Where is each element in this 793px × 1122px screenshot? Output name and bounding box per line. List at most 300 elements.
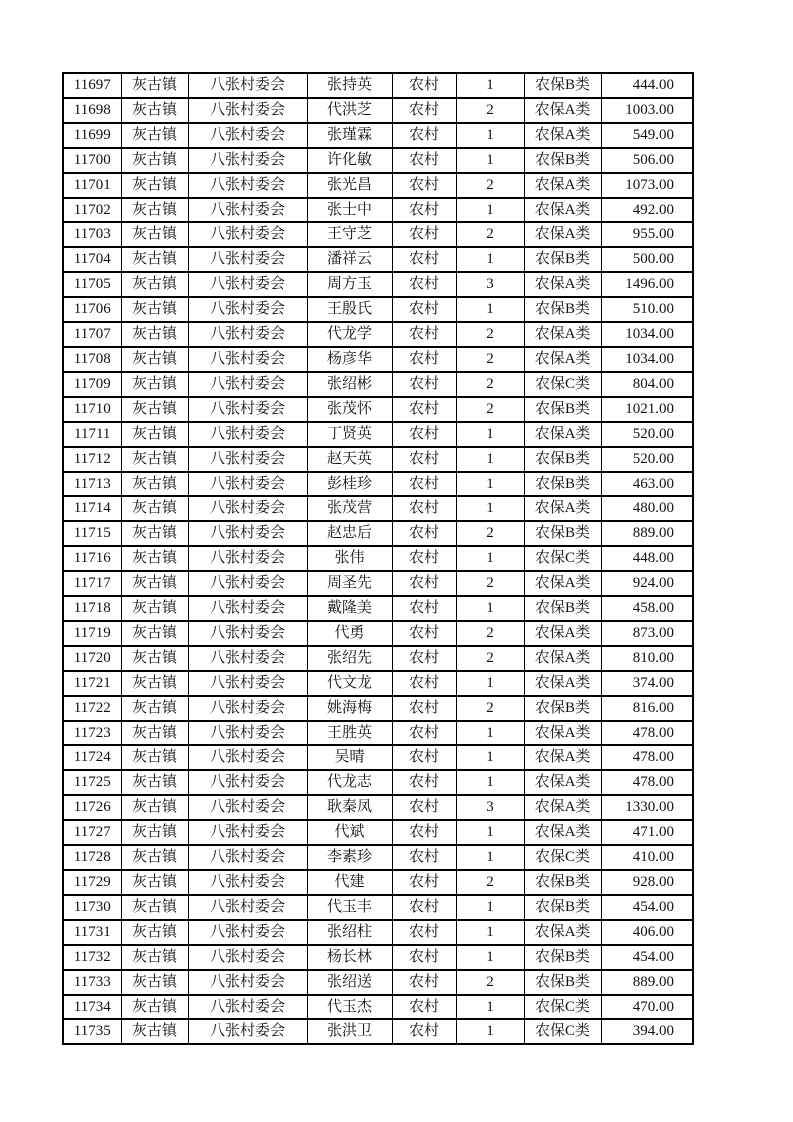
cell-insurance-category: 农保C类	[524, 1019, 601, 1044]
cell-person-count: 1	[456, 995, 524, 1020]
cell-insurance-category: 农保B类	[524, 521, 601, 546]
table-row	[63, 297, 693, 322]
cell-person-count: 1	[456, 422, 524, 447]
cell-person-name: 代斌	[307, 820, 392, 845]
cell-village: 八张村委会	[188, 198, 307, 223]
cell-id: 11727	[63, 820, 121, 845]
cell-town: 灰古镇	[121, 422, 188, 447]
cell-insurance-category: 农保A类	[524, 422, 601, 447]
table-row	[63, 372, 693, 397]
cell-village: 八张村委会	[188, 745, 307, 770]
cell-village: 八张村委会	[188, 795, 307, 820]
cell-insurance-category: 农保A类	[524, 646, 601, 671]
cell-amount: 1034.00	[601, 347, 693, 372]
cell-town: 灰古镇	[121, 795, 188, 820]
cell-person-name: 张绍送	[307, 970, 392, 995]
cell-person-name: 代龙学	[307, 322, 392, 347]
cell-person-count: 1	[456, 546, 524, 571]
cell-residence-type: 农村	[392, 1019, 456, 1044]
cell-id: 11710	[63, 397, 121, 422]
cell-town: 灰古镇	[121, 845, 188, 870]
cell-residence-type: 农村	[392, 995, 456, 1020]
cell-amount: 394.00	[601, 1019, 693, 1044]
cell-residence-type: 农村	[392, 198, 456, 223]
cell-person-count: 1	[456, 247, 524, 272]
cell-town: 灰古镇	[121, 73, 188, 98]
cell-town: 灰古镇	[121, 820, 188, 845]
table-row	[63, 198, 693, 223]
cell-id: 11703	[63, 222, 121, 247]
cell-person-name: 张持英	[307, 73, 392, 98]
cell-town: 灰古镇	[121, 297, 188, 322]
cell-insurance-category: 农保A类	[524, 222, 601, 247]
cell-town: 灰古镇	[121, 521, 188, 546]
cell-id: 11702	[63, 198, 121, 223]
cell-residence-type: 农村	[392, 123, 456, 148]
cell-residence-type: 农村	[392, 521, 456, 546]
cell-village: 八张村委会	[188, 721, 307, 746]
cell-village: 八张村委会	[188, 98, 307, 123]
cell-residence-type: 农村	[392, 920, 456, 945]
cell-amount: 374.00	[601, 671, 693, 696]
cell-village: 八张村委会	[188, 1019, 307, 1044]
cell-insurance-category: 农保B类	[524, 895, 601, 920]
cell-village: 八张村委会	[188, 422, 307, 447]
cell-insurance-category: 农保A类	[524, 496, 601, 521]
cell-id: 11717	[63, 571, 121, 596]
cell-insurance-category: 农保A类	[524, 820, 601, 845]
cell-id: 11711	[63, 422, 121, 447]
cell-town: 灰古镇	[121, 920, 188, 945]
cell-residence-type: 农村	[392, 945, 456, 970]
cell-person-count: 2	[456, 646, 524, 671]
cell-id: 11716	[63, 546, 121, 571]
cell-amount: 1034.00	[601, 322, 693, 347]
cell-residence-type: 农村	[392, 646, 456, 671]
cell-insurance-category: 农保A类	[524, 123, 601, 148]
table-row	[63, 1019, 693, 1044]
cell-id: 11704	[63, 247, 121, 272]
cell-amount: 1496.00	[601, 272, 693, 297]
cell-amount: 406.00	[601, 920, 693, 945]
cell-insurance-category: 农保C类	[524, 546, 601, 571]
cell-amount: 478.00	[601, 745, 693, 770]
table-row	[63, 472, 693, 497]
table-row	[63, 721, 693, 746]
cell-person-count: 1	[456, 73, 524, 98]
cell-town: 灰古镇	[121, 721, 188, 746]
cell-person-name: 潘祥云	[307, 247, 392, 272]
cell-insurance-category: 农保A类	[524, 198, 601, 223]
cell-insurance-category: 农保A类	[524, 770, 601, 795]
cell-person-count: 2	[456, 347, 524, 372]
cell-village: 八张村委会	[188, 123, 307, 148]
cell-person-name: 周方玉	[307, 272, 392, 297]
cell-id: 11706	[63, 297, 121, 322]
cell-residence-type: 农村	[392, 173, 456, 198]
cell-residence-type: 农村	[392, 546, 456, 571]
cell-town: 灰古镇	[121, 1019, 188, 1044]
table-row	[63, 770, 693, 795]
cell-residence-type: 农村	[392, 596, 456, 621]
cell-id: 11698	[63, 98, 121, 123]
cell-person-count: 2	[456, 870, 524, 895]
table-row	[63, 123, 693, 148]
cell-person-name: 代勇	[307, 621, 392, 646]
cell-person-name: 代建	[307, 870, 392, 895]
cell-insurance-category: 农保A类	[524, 347, 601, 372]
cell-village: 八张村委会	[188, 596, 307, 621]
cell-residence-type: 农村	[392, 297, 456, 322]
cell-id: 11728	[63, 845, 121, 870]
cell-amount: 810.00	[601, 646, 693, 671]
cell-village: 八张村委会	[188, 496, 307, 521]
cell-village: 八张村委会	[188, 247, 307, 272]
cell-town: 灰古镇	[121, 347, 188, 372]
cell-id: 11705	[63, 272, 121, 297]
cell-town: 灰古镇	[121, 397, 188, 422]
cell-residence-type: 农村	[392, 795, 456, 820]
table-row	[63, 696, 693, 721]
cell-person-count: 2	[456, 372, 524, 397]
cell-id: 11721	[63, 671, 121, 696]
cell-village: 八张村委会	[188, 696, 307, 721]
cell-insurance-category: 农保B类	[524, 397, 601, 422]
cell-residence-type: 农村	[392, 447, 456, 472]
cell-person-count: 1	[456, 472, 524, 497]
cell-insurance-category: 农保A类	[524, 98, 601, 123]
cell-town: 灰古镇	[121, 770, 188, 795]
cell-village: 八张村委会	[188, 870, 307, 895]
cell-amount: 804.00	[601, 372, 693, 397]
cell-id: 11713	[63, 472, 121, 497]
cell-person-name: 张光昌	[307, 173, 392, 198]
cell-person-count: 2	[456, 571, 524, 596]
table-row	[63, 272, 693, 297]
cell-person-count: 1	[456, 671, 524, 696]
cell-town: 灰古镇	[121, 995, 188, 1020]
cell-amount: 520.00	[601, 422, 693, 447]
cell-village: 八张村委会	[188, 571, 307, 596]
cell-residence-type: 农村	[392, 73, 456, 98]
cell-town: 灰古镇	[121, 123, 188, 148]
cell-village: 八张村委会	[188, 148, 307, 173]
cell-residence-type: 农村	[392, 422, 456, 447]
cell-insurance-category: 农保B类	[524, 247, 601, 272]
cell-residence-type: 农村	[392, 148, 456, 173]
cell-amount: 520.00	[601, 447, 693, 472]
cell-insurance-category: 农保A类	[524, 745, 601, 770]
cell-amount: 454.00	[601, 895, 693, 920]
cell-person-count: 1	[456, 123, 524, 148]
table-row	[63, 347, 693, 372]
cell-village: 八张村委会	[188, 546, 307, 571]
cell-town: 灰古镇	[121, 148, 188, 173]
cell-residence-type: 农村	[392, 98, 456, 123]
cell-id: 11707	[63, 322, 121, 347]
cell-person-count: 1	[456, 820, 524, 845]
cell-person-name: 张瑾霖	[307, 123, 392, 148]
cell-town: 灰古镇	[121, 671, 188, 696]
table-row	[63, 895, 693, 920]
table-row	[63, 397, 693, 422]
cell-town: 灰古镇	[121, 945, 188, 970]
cell-town: 灰古镇	[121, 272, 188, 297]
cell-town: 灰古镇	[121, 372, 188, 397]
cell-residence-type: 农村	[392, 696, 456, 721]
cell-village: 八张村委会	[188, 895, 307, 920]
cell-id: 11732	[63, 945, 121, 970]
cell-insurance-category: 农保B类	[524, 870, 601, 895]
cell-id: 11734	[63, 995, 121, 1020]
cell-residence-type: 农村	[392, 222, 456, 247]
table-row	[63, 322, 693, 347]
cell-person-name: 张绍柱	[307, 920, 392, 945]
cell-village: 八张村委会	[188, 222, 307, 247]
cell-id: 11726	[63, 795, 121, 820]
cell-residence-type: 农村	[392, 472, 456, 497]
cell-amount: 454.00	[601, 945, 693, 970]
table-row	[63, 447, 693, 472]
table-row	[63, 521, 693, 546]
insurance-roster-table	[62, 72, 694, 1045]
cell-person-name: 赵天英	[307, 447, 392, 472]
cell-village: 八张村委会	[188, 521, 307, 546]
cell-village: 八张村委会	[188, 820, 307, 845]
table-row	[63, 73, 693, 98]
cell-person-count: 2	[456, 322, 524, 347]
cell-person-name: 杨长林	[307, 945, 392, 970]
table-row	[63, 621, 693, 646]
cell-amount: 924.00	[601, 571, 693, 596]
cell-amount: 480.00	[601, 496, 693, 521]
cell-town: 灰古镇	[121, 745, 188, 770]
cell-amount: 492.00	[601, 198, 693, 223]
cell-id: 11709	[63, 372, 121, 397]
cell-residence-type: 农村	[392, 571, 456, 596]
cell-person-name: 代洪芝	[307, 98, 392, 123]
cell-person-name: 姚海梅	[307, 696, 392, 721]
cell-town: 灰古镇	[121, 222, 188, 247]
cell-residence-type: 农村	[392, 272, 456, 297]
cell-residence-type: 农村	[392, 845, 456, 870]
cell-residence-type: 农村	[392, 895, 456, 920]
cell-town: 灰古镇	[121, 970, 188, 995]
cell-amount: 1003.00	[601, 98, 693, 123]
cell-insurance-category: 农保A类	[524, 621, 601, 646]
cell-person-name: 许化敏	[307, 148, 392, 173]
cell-village: 八张村委会	[188, 920, 307, 945]
cell-residence-type: 农村	[392, 347, 456, 372]
cell-insurance-category: 农保B类	[524, 148, 601, 173]
table-row	[63, 845, 693, 870]
cell-id: 11718	[63, 596, 121, 621]
cell-id: 11731	[63, 920, 121, 945]
cell-insurance-category: 农保C类	[524, 995, 601, 1020]
cell-person-count: 2	[456, 173, 524, 198]
cell-village: 八张村委会	[188, 995, 307, 1020]
cell-village: 八张村委会	[188, 322, 307, 347]
cell-amount: 873.00	[601, 621, 693, 646]
cell-person-name: 王殷氏	[307, 297, 392, 322]
cell-insurance-category: 农保A类	[524, 920, 601, 945]
cell-person-name: 代龙志	[307, 770, 392, 795]
cell-person-name: 代玉杰	[307, 995, 392, 1020]
cell-town: 灰古镇	[121, 571, 188, 596]
cell-insurance-category: 农保A类	[524, 173, 601, 198]
cell-person-name: 张洪卫	[307, 1019, 392, 1044]
cell-id: 11733	[63, 970, 121, 995]
cell-insurance-category: 农保A类	[524, 571, 601, 596]
table-row	[63, 646, 693, 671]
cell-town: 灰古镇	[121, 546, 188, 571]
cell-amount: 471.00	[601, 820, 693, 845]
cell-town: 灰古镇	[121, 895, 188, 920]
cell-person-count: 1	[456, 496, 524, 521]
table-row	[63, 222, 693, 247]
cell-id: 11708	[63, 347, 121, 372]
cell-town: 灰古镇	[121, 472, 188, 497]
cell-id: 11714	[63, 496, 121, 521]
cell-person-count: 1	[456, 148, 524, 173]
table-row	[63, 870, 693, 895]
cell-amount: 1073.00	[601, 173, 693, 198]
table-row	[63, 671, 693, 696]
cell-village: 八张村委会	[188, 73, 307, 98]
cell-residence-type: 农村	[392, 770, 456, 795]
cell-amount: 928.00	[601, 870, 693, 895]
cell-person-name: 赵忠后	[307, 521, 392, 546]
table-row	[63, 496, 693, 521]
cell-person-name: 张绍彬	[307, 372, 392, 397]
cell-town: 灰古镇	[121, 447, 188, 472]
table-row	[63, 173, 693, 198]
cell-residence-type: 农村	[392, 322, 456, 347]
cell-insurance-category: 农保C类	[524, 845, 601, 870]
cell-town: 灰古镇	[121, 596, 188, 621]
cell-residence-type: 农村	[392, 870, 456, 895]
cell-residence-type: 农村	[392, 372, 456, 397]
cell-residence-type: 农村	[392, 397, 456, 422]
cell-person-count: 2	[456, 98, 524, 123]
cell-person-count: 2	[456, 222, 524, 247]
cell-amount: 889.00	[601, 970, 693, 995]
cell-residence-type: 农村	[392, 671, 456, 696]
cell-insurance-category: 农保B类	[524, 970, 601, 995]
cell-village: 八张村委会	[188, 173, 307, 198]
cell-town: 灰古镇	[121, 696, 188, 721]
cell-person-name: 张伟	[307, 546, 392, 571]
cell-person-name: 张士中	[307, 198, 392, 223]
cell-village: 八张村委会	[188, 472, 307, 497]
cell-person-count: 1	[456, 745, 524, 770]
cell-id: 11730	[63, 895, 121, 920]
cell-residence-type: 农村	[392, 970, 456, 995]
cell-amount: 478.00	[601, 770, 693, 795]
table-row	[63, 970, 693, 995]
cell-id: 11725	[63, 770, 121, 795]
cell-village: 八张村委会	[188, 372, 307, 397]
cell-residence-type: 农村	[392, 745, 456, 770]
cell-residence-type: 农村	[392, 247, 456, 272]
cell-residence-type: 农村	[392, 496, 456, 521]
cell-person-count: 1	[456, 845, 524, 870]
cell-town: 灰古镇	[121, 247, 188, 272]
cell-village: 八张村委会	[188, 845, 307, 870]
cell-person-count: 1	[456, 1019, 524, 1044]
cell-person-name: 杨彦华	[307, 347, 392, 372]
cell-person-count: 1	[456, 297, 524, 322]
cell-village: 八张村委会	[188, 970, 307, 995]
table-row	[63, 422, 693, 447]
cell-amount: 458.00	[601, 596, 693, 621]
cell-person-count: 2	[456, 970, 524, 995]
cell-town: 灰古镇	[121, 173, 188, 198]
cell-person-name: 戴隆美	[307, 596, 392, 621]
cell-amount: 549.00	[601, 123, 693, 148]
cell-person-count: 1	[456, 596, 524, 621]
cell-town: 灰古镇	[121, 198, 188, 223]
table-row	[63, 571, 693, 596]
cell-residence-type: 农村	[392, 621, 456, 646]
cell-id: 11701	[63, 173, 121, 198]
cell-residence-type: 农村	[392, 721, 456, 746]
cell-amount: 500.00	[601, 247, 693, 272]
cell-insurance-category: 农保B类	[524, 447, 601, 472]
table-row	[63, 247, 693, 272]
cell-village: 八张村委会	[188, 397, 307, 422]
cell-person-name: 张茂营	[307, 496, 392, 521]
cell-id: 11712	[63, 447, 121, 472]
cell-person-count: 2	[456, 397, 524, 422]
cell-insurance-category: 农保B类	[524, 596, 601, 621]
cell-amount: 448.00	[601, 546, 693, 571]
cell-id: 11700	[63, 148, 121, 173]
cell-amount: 510.00	[601, 297, 693, 322]
cell-person-name: 代文龙	[307, 671, 392, 696]
cell-person-name: 王守芝	[307, 222, 392, 247]
cell-village: 八张村委会	[188, 447, 307, 472]
cell-person-name: 李素珍	[307, 845, 392, 870]
cell-amount: 470.00	[601, 995, 693, 1020]
cell-amount: 816.00	[601, 696, 693, 721]
cell-person-name: 代玉丰	[307, 895, 392, 920]
cell-person-count: 1	[456, 447, 524, 472]
cell-person-count: 2	[456, 621, 524, 646]
table-row	[63, 745, 693, 770]
table-row	[63, 995, 693, 1020]
cell-person-name: 吴晴	[307, 745, 392, 770]
cell-person-count: 1	[456, 920, 524, 945]
table-row	[63, 596, 693, 621]
cell-id: 11720	[63, 646, 121, 671]
cell-person-name: 彭桂珍	[307, 472, 392, 497]
cell-person-name: 张茂怀	[307, 397, 392, 422]
cell-person-name: 张绍先	[307, 646, 392, 671]
cell-person-count: 3	[456, 272, 524, 297]
cell-person-count: 1	[456, 770, 524, 795]
cell-village: 八张村委会	[188, 347, 307, 372]
cell-insurance-category: 农保B类	[524, 73, 601, 98]
cell-id: 11719	[63, 621, 121, 646]
cell-insurance-category: 农保A类	[524, 272, 601, 297]
cell-amount: 410.00	[601, 845, 693, 870]
cell-person-name: 耿秦凤	[307, 795, 392, 820]
cell-town: 灰古镇	[121, 646, 188, 671]
cell-village: 八张村委会	[188, 621, 307, 646]
cell-person-name: 丁贤英	[307, 422, 392, 447]
cell-village: 八张村委会	[188, 646, 307, 671]
